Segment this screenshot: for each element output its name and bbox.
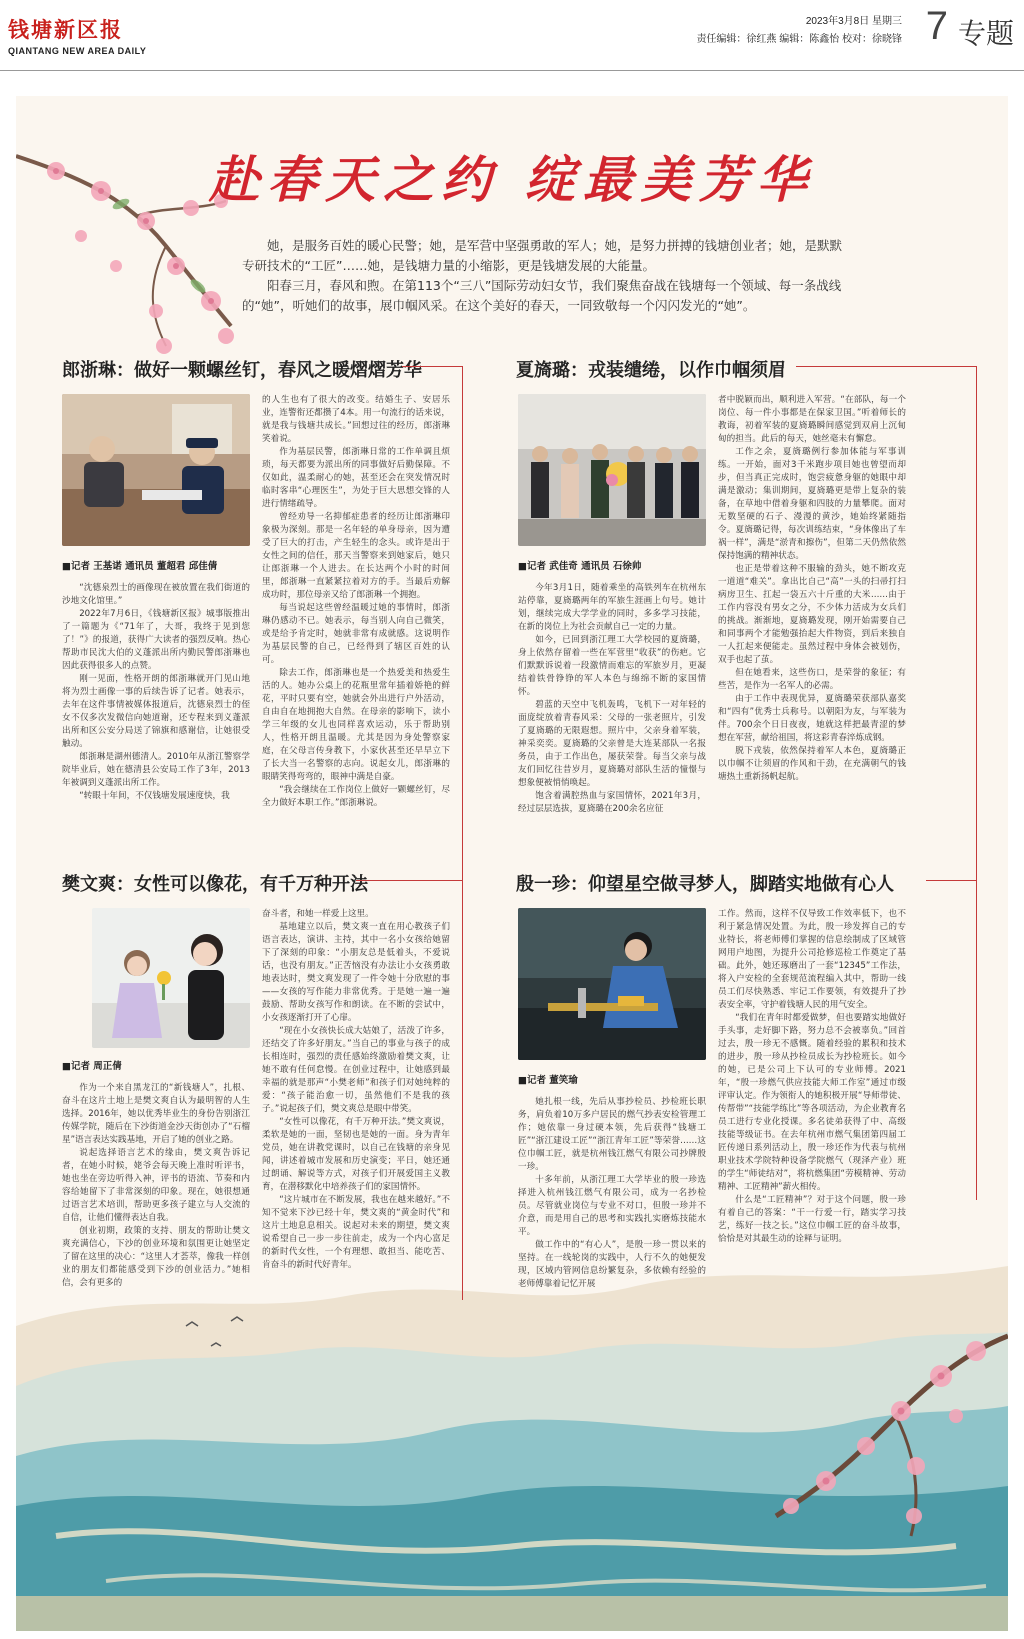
paragraph: “沈德泉烈士的画像现在被放置在我们街道的沙地文化馆里。” <box>62 583 250 606</box>
article-1-frame-top <box>402 366 462 367</box>
paragraph: “我会继续在工作岗位上做好一颗螺丝钉，尽全力做好本职工作。”郎浙琳说。 <box>262 785 450 808</box>
paragraph: 什么是“工匠精神”？对于这个问题，殷一珍有着自己的答案：“干一行爱一行，踏实学习技艺，练好一技之长。”这位巾帼工匠的奋斗故事，恰恰是对其最生动的诠释与证明。 <box>718 1195 906 1244</box>
paragraph: 作为基层民警，郎浙琳日常的工作单调且烦琐，每天都要为派出所的同事做好后勤保障。不仅如此，温柔耐心的她，甚至还会在突发情况时临时客串“心理医生”，为处于巨大思想交锋的人进行情绪疏导。 <box>262 447 450 509</box>
article-3-headline: 樊文爽：女性可以像花，有千万种开法 <box>62 874 368 895</box>
station-welcome-photo <box>518 394 706 546</box>
newspaper-logo: 钱塘新区报 <box>8 17 123 42</box>
editor-credits: 责任编辑：徐红燕 编辑：陈鑫怡 校对：徐晓锋 <box>696 34 902 45</box>
paragraph: 奋斗者，和她一样爱上这里。 <box>262 909 374 919</box>
paragraph: 2022年7月6日，《钱塘新区报》城事版推出了一篇题为《“71年了，大哥，我终于见到您了！”》的报道，获得广大读者的强烈反响。热心帮助市民沈大伯的义蓬派出所内勤民警郎浙琳也因此获得很多人的点赞。 <box>62 609 250 671</box>
article-1-headline: 郎浙琳：做好一颗螺丝钉，春风之暖熠熠芳华 <box>62 360 422 381</box>
article-4-headline: 殷一珍：仰望星空做寻梦人，脚踏实地做有心人 <box>516 874 894 895</box>
article-3-frame-top <box>356 880 462 881</box>
article-2-credit: ■记者 武佳奇 通讯员 石徐帅 <box>518 561 642 572</box>
article-1-credit: ■记者 王基诺 通讯员 董超君 邱佳倩 <box>62 561 218 572</box>
paragraph: 作为一个来自黑龙江的“新钱塘人”，扎根、奋斗在这片土地上是樊文爽自认为最明智的人生选择。2016年，她以优秀毕业生的身份告别浙江传媒学院，随后在下沙街道金沙天街创办了“石榴星”语言表达实践基地，开启了她的创业之路。 <box>62 1083 250 1145</box>
paragraph: 由于工作中表现优异，夏旖璐荣获部队嘉奖和“四有”优秀士兵称号。以朝阳为友，与军装为伴。700余个日日夜夜，她就这样把最青涩的梦想在军营，献给祖国，将这彩青春淬炼成钢。 <box>718 694 906 743</box>
paragraph: 曾经劝导一名抑郁症患者的经历让郎浙琳印象极为深刻。那是一名年轻的单身母亲，因为遭受了巨大的打击，产生轻生的念头。或许是出于女性之间的信任，那天当警察来到她家后，她只让郎浙琳一个人进去。在长达两个小时的时间里，郎浙琳一直紧紧拉着对方的手。当最后劝解成功时，那位母亲又给了郎浙琳一个拥抱。 <box>262 512 450 600</box>
teacher-child-photo <box>92 908 250 1048</box>
paragraph: “转眼十年间，不仅钱塘发展速度快，我 <box>79 791 230 801</box>
paragraph: 也正是带着这种不服输的劲头，她不断攻克一道道“难关”。拿出比自己“高”一头的扫帚打扫病房卫生、扛起一袋五六十斤重的大米……由于工作内容没有男女之分，不少体力活成为女兵们的挑战。渐渐地，夏旖璐发现，刚开始需要自己和同事两个才能勉强抬起大件物资，到后来独自一人扛起来便能走。虽然过程中身体会被划伤，双手也起了茧。 <box>718 564 906 665</box>
article-4-photo <box>518 908 706 1060</box>
paragraph: 郎浙琳是湖州德清人。2010年从浙江警察学院毕业后，她在德清县公安局工作了3年，2013年被调到义蓬派出所工作。 <box>62 752 250 788</box>
article-2-photo <box>518 394 706 546</box>
paragraph: 但在她看来，这些伤口，是荣誉的象征；有些苦，是作为一名军人的必需。 <box>718 668 906 691</box>
article-4-column-right <box>718 908 906 1308</box>
article-1-photo <box>62 394 250 546</box>
feature-panel <box>16 96 1008 1631</box>
paragraph: 创业初期，政策的支持、朋友的帮助让樊文爽充满信心，下沙的创业环境和氛围更让她坚定了留在这里的决心：“这里人才荟萃，像我一样创业的朋友们都能感受到下沙的创业活力。”她相信，会有更多的 <box>62 1226 250 1288</box>
article-2-frame-top <box>796 366 976 367</box>
page-number: 7 <box>925 4 948 48</box>
article-3-frame-right <box>462 880 463 1300</box>
paragraph: 饱含着满腔热血与家国情怀，2021年3月，经过层层选拔，夏旖璐在200余名应征 <box>518 791 706 814</box>
issue-date: 2023年3月8日 星期三 <box>805 16 902 27</box>
paragraph: 十多年前，从浙江理工大学毕业的殷一珍选择进入杭州钱江燃气有限公司，成为一名抄检员。尽管就业岗位与专业不对口，但殷一珍并不介意，而是用自己的思考和实践扎实磨炼技能水平。 <box>518 1175 706 1237</box>
paragraph: 工作。然而，这样不仅导致工作效率低下，也不利于紧急情况处置。为此，殷一珍发挥自己的专业特长，将老师傅们掌握的信息绘制成了区域管网用户地图，为提升公司抢修巡检工作奠定了基础。此外，她还琢磨出了一套“12345”工作法，将入户安检的全套规范流程编入其中，帮助一线员工们尽快熟悉、牢记工作要领，有效提升了抄表安全率，守护着钱塘人民的用气安全。 <box>718 909 906 1010</box>
article-2-headline: 夏旖璐：戎装缱绻，以作巾帼须眉 <box>516 360 786 381</box>
feature-banner-title: 赴春天之约 绽最美芳华 <box>209 150 815 209</box>
paragraph: 基地建立以后，樊文爽一直在用心教孩子们语言表达，演讲、主持，其中一名小女孩给她留下了深刻的印象：“小朋友总是低着头，不爱说话，也没有朋友。”正苦恼没有办法让小女孩勇敢地表达时，樊文爽发现了一件令她十分欣慰的事——女孩的写作能力非常优秀。于是她一遍一遍鼓励、帮助女孩写作和朗读。在不断的尝试中，小女孩逐渐打开了心扉。 <box>262 922 450 1023</box>
paragraph: 她扎根一线，先后从事抄检员、抄检班长职务，肩负着10万多户居民的燃气抄表安检管理工作；她依靠一身过硬本领，先后获得“钱塘工匠”“浙江建设工匠”“浙江青年工匠”等荣誉……这位巾帼工匠，就是杭州钱江燃气有限公司抄牌殷一珍。 <box>518 1097 706 1172</box>
article-4-frame-right <box>976 880 977 1200</box>
article-3-credit: ■记者 周正倩 <box>62 1061 122 1072</box>
intro-paragraph: 阳春三月，春风和煦。在第113个“三八”国际劳动妇女节，我们聚焦奋战在钱塘每一个领域、每一条战线的“她”，听她们的故事，展巾帼风采。在这个美好的春天，一同致敬每一个闪闪发光的“她”。 <box>242 278 842 313</box>
paragraph: “女性可以像花，有千万种开法。”樊文爽说，柔软是她的一面，坚韧也是她的一面。身为青年党员，她在讲教党课时，以自己在钱塘的亲身见闻，讲述着城市发展和历史演变；平日，她还通过朗诵、解说等方式，对孩子们开展爱国主义教育，在潜移默化中培养孩子们的家国情怀。 <box>262 1117 450 1192</box>
section-name: 专题 <box>957 18 1014 49</box>
article-4-column-left <box>518 1096 706 1316</box>
article-3-column-left <box>62 1082 250 1502</box>
paragraph: 的人生也有了很大的改变。结婚生子、安居乐业，连警衔还都攒了4本。用一句流行的话来说，就是我与钱塘共成长。”回想过往的经历，郎浙琳笑着说。 <box>262 395 450 444</box>
masthead <box>0 0 1024 71</box>
paragraph: 工作之余，夏旖璐例行参加体能与军事训练。一开始，面对3千米跑步项目她也曾望而却步，但当真正完成时，饱尝疲惫身躯的她眼中却满是激动；集训期间，夏旖璐更是带上复杂的装备，在草地中借着身躯和四肢的力量攀爬。面对无数坚硬的石子、漫漫的黄沙，她始终紧随指令。夏旖璐记得，每次训练结束，“身体像出了车祸一样”，满是“淤青和擦伤”，但第二天仍然依然保持饱满的精神状态。 <box>718 447 906 561</box>
gas-technician-photo <box>518 908 706 1060</box>
paragraph: 者中脱颖而出，顺利进入军营。“在部队，每一个岗位、每一件小事都是在保家卫国。”听着师长的教诲，初着军装的夏旖璐瞬间感觉到双肩上沉甸甸的担当。此后的每天，她丝毫未有懈怠。 <box>718 395 906 444</box>
paragraph: 刚一见面，性格开朗的郎浙琳就开门见山地将为烈士画像一事的后续告诉了记者。她表示，去年在这件事情被媒体报道后，沈德泉烈士的侄女不仅多次发微信向她道谢，还专程来到义蓬派出所和区公安分局送了锦旗和感谢信，让她很受触动。 <box>62 674 250 749</box>
paragraph: “我们在青年时都爱做梦，但也要踏实地做好手头事，走好脚下路，努力总不会被辜负。”回首过去，殷一珍无不感慨。随着经验的累积和技术的进步，殷一珍从抄检员成长为抄检班长。如今的她，已是公司上下认可的专业师傅。2021年，“殷一珍燃气供应技能大师工作室”通过市级评审认定。作为领衔人的她积极开展“导师带徒、传帮带”“技能学练比”等各项活动，为企业教育名员工进行专业化授课。多名徒弟获得了中、高级技能等级证书。在去年杭州市燃气集团第四届工匠传递日系列活动上，殷一珍还作为代表与杭州职业技术学院特种设备学院燃气（现泽产业）班的学生“师徒结对”，将杭燃集团“劳模精神、劳动精神、工匠精神”薪火相传。 <box>718 1013 906 1192</box>
article-3-column-right <box>262 908 450 1320</box>
feature-intro <box>242 236 848 316</box>
paragraph: 每当说起这些曾经温暖过她的事情时，郎浙琳仍感动不已。她表示，每当别人向自己微笑，或是给予肯定时，她就非常有成就感。这说明作为基层民警的自己，已经得到了辖区百姓的认可。 <box>262 603 450 665</box>
article-3-photo <box>92 908 250 1048</box>
police-service-photo <box>62 394 250 546</box>
paragraph: “现在小女孩快长成大姑娘了，活泼了许多，还结交了许多好朋友。”当自己的事业与孩子的成长相连时，强烈的责任感始终激励着樊文爽，让她不敢有任何怠慢。在创业过程中，让她感到最幸福的就是那声“小樊老师”和孩子们对她纯粹的爱：“孩子能治愈一切，虽然他们不是我的孩子。”说起孩子们，樊文爽总是眼中带笑。 <box>262 1026 450 1114</box>
paragraph: 今年3月1日，随着乘坐的高铁列车在杭州东站停靠，夏旖璐两年的军旅生涯画上句号。她计划，继续完成大学学业的同时，多多学习技能，在新的岗位上为社会贡献自己一定的力量。 <box>518 583 706 632</box>
paragraph: 脱下戎装，依然保持着军人本色，夏旖璐正以巾帼不让须眉的作风和干劲，在充满朝气的钱塘热土重新扬帆起航。 <box>718 746 906 782</box>
paragraph: 如今，已回到浙江理工大学校园的夏旖璐，身上依然存留着一些在军营里“收获”的伤疤。它们默默诉说着一段激情而难忘的军旅岁月，更凝结着铁骨铮铮的军人本色与绵绵不断的家国情怀。 <box>518 635 706 697</box>
intro-paragraph: 她，是服务百姓的暖心民警；她，是军营中坚强勇敢的军人；她，是努力拼搏的钱塘创业者；她，是默默专研技术的“工匠”……她，是钱塘力量的小缩影，更是钱塘发展的大能量。 <box>242 238 843 273</box>
article-4-frame-top <box>926 880 976 881</box>
paragraph: “这片城市在不断发展，我也在越来越好。”不知不觉来下沙已经十年，樊文爽的“黄金时代”和这片土地息息相关。说起对未来的期望，樊文爽说希望自己一步一步往前走，成为一个内心富足的新时代女性，一个有理想、敢担当、能吃苦、肯奋斗的新时代好青年。 <box>262 1195 450 1270</box>
paragraph: 碧蓝的天空中飞机轰鸣，飞机下一对年轻的面庞绽放着青春风采：父母的一张老照片，引发了夏旖璐的无限遐想。照片中，父亲身着军装，神采奕奕。夏旖璐的父亲曾是大连某部队一名报务员，由于工作出色，屡获荣誉。每当父亲与战友们回忆往昔岁月，夏旖璐对部队生活的憧憬与想象便被悄悄唤起。 <box>518 700 706 788</box>
newspaper-logo-english: QIANTANG NEW AREA DAILY <box>8 46 147 56</box>
paragraph: 除去工作，郎浙琳也是一个热爱美和热爱生活的人。她办公桌上的花瓶里常年插着娇艳的鲜花，平时只要有空，她就会外出进行户外活动，自由自在地拥抱大自然。在母亲的影响下，读小学三年级的女儿也同样喜欢运动，乐于帮助别人，性格开朗且温暖。尤其是因为身处警察家庭，在父母言传身教下，小家伙甚至还早早立下了长大当一名警察的志向。说起女儿，郎浙琳的眼睛笑得弯弯的，眼神中满是自豪。 <box>262 668 450 782</box>
paragraph: 说起选择语言艺术的缘由，樊文爽告诉记者，在她小时候，姥爷会每天晚上准时听评书，她也坐在旁边听得入神，评书的语流、节奏和内容给她留下了非常深刻的印象。现在，她很想通过语言艺术培训，帮助更多孩子建立与人交流的自信，让他们懂得表达自我。 <box>62 1148 250 1223</box>
article-4-credit: ■记者 董笑瑜 <box>518 1075 578 1086</box>
paragraph: 做工作中的“有心人”，是殷一珍一贯以来的坚持。在一线轮岗的实践中，人行不久的她便发现，区域内管网信息纷繁复杂，多依赖有经验的老师傅靠着记忆开展 <box>518 1240 706 1289</box>
